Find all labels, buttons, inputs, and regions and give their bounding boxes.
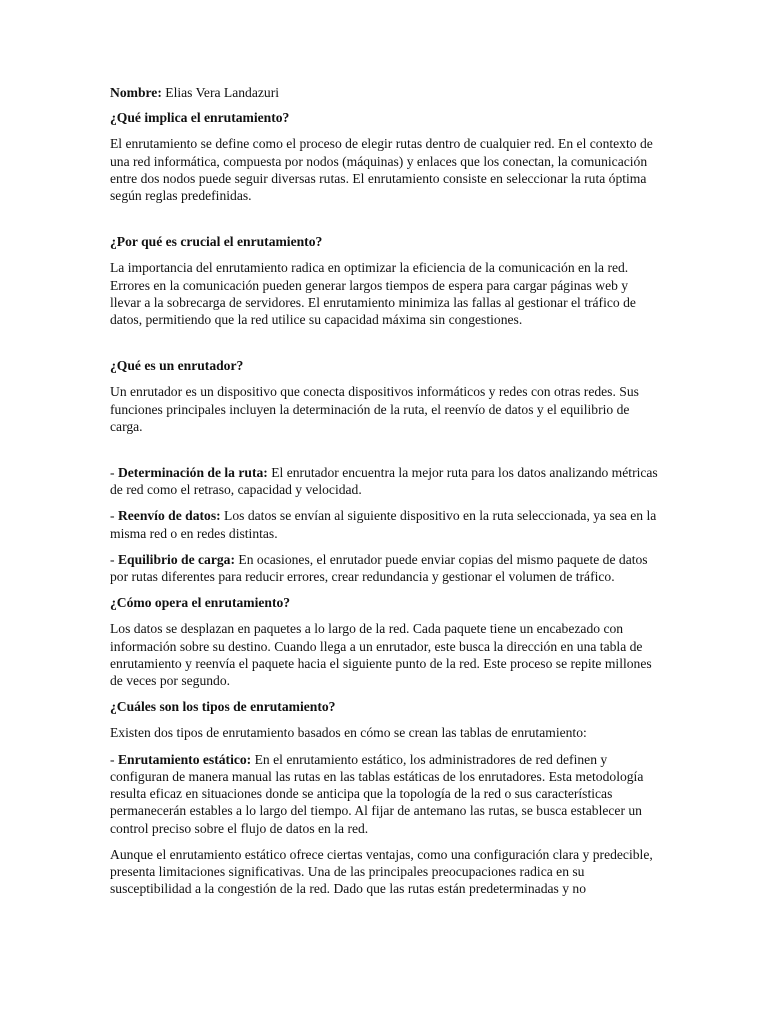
section-paragraph: Los datos se desplazan en paquetes a lo largo de la red. Cada paquete tiene un encabezado con información sobre su destino. Cuando llega a un enrutador, este busca la dirección en una tabla de enrutamiento y reenvía el paquete hacia el siguiente punto de la red. Este proceso se repite millones de veces por segundo. [110,621,652,689]
static-routing-limits: Aunque el enrutamiento estático ofrece ciertas ventajas, como una configuración clara y predecible, presenta limitaciones significativas. Una de las principales preocupaciones radica en su susceptibilidad a la congestión de la red. Dado que las rutas están predeterminadas y no [110,846,653,897]
function-term: Equilibrio de carga: [117,551,235,567]
static-routing-term: Enrutamiento estático: [117,751,252,767]
name-value: Elias Vera Landazuri [165,85,279,100]
section-heading: ¿Cómo opera el enrutamiento? [110,595,291,611]
section-heading: ¿Qué implica el enrutamiento? [110,110,290,126]
name-label: Nombre: [110,85,162,100]
section-heading: ¿Qué es un enrutador? [110,358,244,374]
function-item: - Determinación de la ruta: El enrutador encuentra la mejor ruta para los datos analizando métricas de red como el retraso, capacidad y velocidad. [110,465,658,498]
section-paragraph: El enrutamiento se define como el proceso de elegir rutas dentro de cualquier red. En el contexto de una red informática, compuesta por nodos (máquinas) y enlaces que los conectan, la comunicación entre dos nodos puede seguir diversas rutas. El enrutamiento consiste en seleccionar la ruta óptima según reglas predefinidas. [110,136,653,204]
function-text: En ocasiones, el enrutador puede enviar copias del mismo paquete de datos por rutas diferentes para reducir errores, crear redundancia y gestionar el volumen de tráfico. [110,551,648,585]
section-paragraph: Un enrutador es un dispositivo que conecta dispositivos informáticos y redes con otras redes. Sus funciones principales incluyen la determinación de la ruta, el reenvío de datos y el equilibrio de carga. [110,384,639,434]
function-item: - Equilibrio de carga: En ocasiones, el enrutador puede enviar copias del mismo paquete de datos por rutas diferentes para reducir errores, crear redundancia y gestionar el volumen de tráfico. [110,551,648,585]
section-paragraph: La importancia del enrutamiento radica en optimizar la eficiencia de la comunicación en la red. Errores en la comunicación pueden generar largos tiempos de espera para cargar páginas web y llevar a la sobrecarga de servidores. El enrutamiento minimiza las fallas al gestionar el tráfico de datos, permitiendo que la red utilice su capacidad máxima sin congestiones. [110,260,636,328]
types-intro: Existen dos tipos de enrutamiento basados en cómo se crean las tablas de enrutamiento: [110,725,587,741]
function-text: Los datos se envían al siguiente dispositivo en la ruta seleccionada, ya sea en la misma red o en redes distintas. [110,508,657,541]
function-term: Reenvío de datos: [117,508,221,524]
static-routing-text: En el enrutamiento estático, los administradores de red definen y configuran de manera manual las rutas en las tablas estáticas de los enrutadores. Esta metodología resulta eficaz en situaciones donde se anticipa que la topología de la red o sus características permanecerán estables a lo largo del tiempo. Al fijar de antemano las rutas, se busca establecer un control preciso sobre el flujo de datos en la red. [110,751,644,836]
author-line [110,84,658,101]
section-heading: ¿Cuáles son los tipos de enrutamiento? [110,699,336,715]
function-text: El enrutador encuentra la mejor ruta para los datos analizando métricas de red como el retraso, capacidad y velocidad. [110,465,658,498]
section-heading: ¿Por qué es crucial el enrutamiento? [110,234,323,250]
function-term: Determinación de la ruta: [117,465,268,481]
function-item: - Reenvío de datos: Los datos se envían al siguiente dispositivo en la ruta seleccionada, ya sea en la misma red o en redes distintas. [110,508,657,541]
static-routing-item: - Enrutamiento estático: En el enrutamiento estático, los administradores de red definen y configuran de manera manual las rutas en las tablas estáticas de los enrutadores. Esta metodología resulta eficaz en situaciones donde se anticipa que la topología de la red o sus características permanecerán estables a lo largo del tiempo. Al fijar de antemano las rutas, se busca establecer un control preciso sobre el flujo de datos en la red. [110,751,644,836]
